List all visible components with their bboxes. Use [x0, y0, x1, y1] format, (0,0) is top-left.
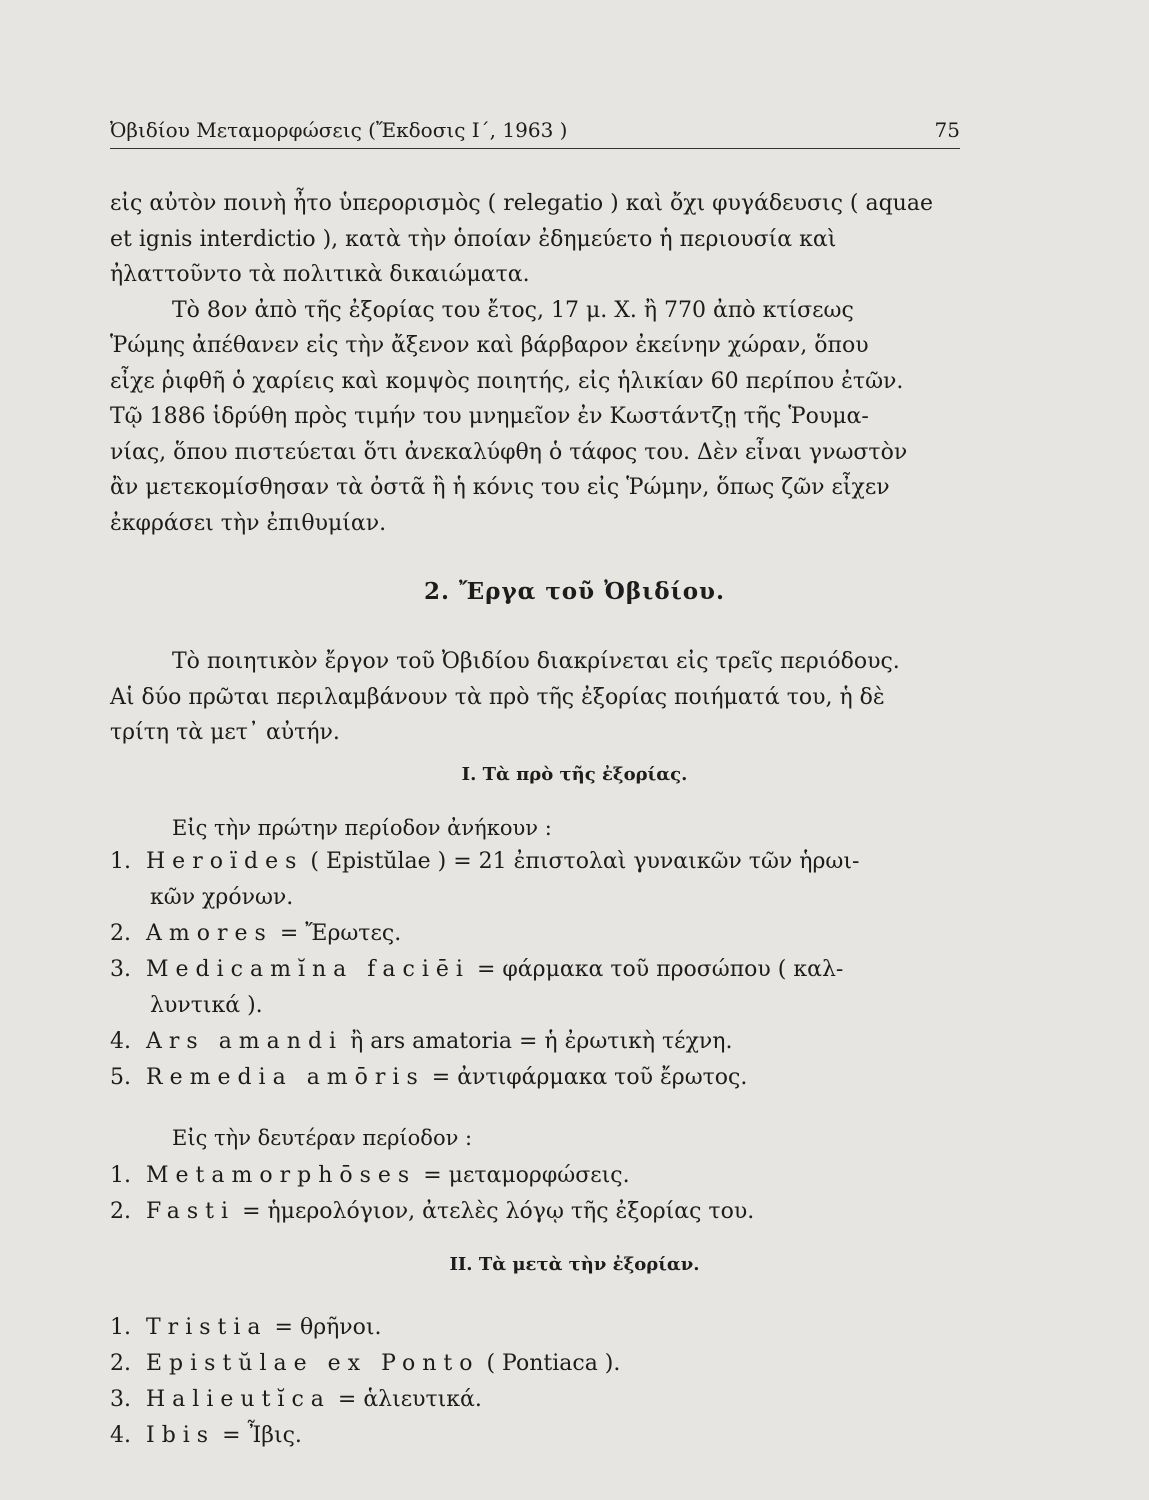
latin-title: Halieutĭca — [146, 1387, 331, 1412]
item-number: 3. — [110, 957, 131, 982]
works-list-1 — [110, 844, 962, 1096]
latin-title: Amores — [146, 921, 273, 946]
item-description: = φάρμακα τοῦ προσώπου ( καλ- — [476, 957, 844, 982]
list-item — [110, 1060, 962, 1096]
text-line: ἠλαττοῦντο τὰ πολιτικὰ δικαιώματα. — [110, 262, 530, 287]
running-header — [110, 118, 960, 149]
item-description: ( Epistŭlae ) = 21 ἐπιστολαὶ γυναικῶν τῶν ἡρωι- — [310, 849, 860, 874]
item-continuation: λυντικά ). — [150, 993, 263, 1018]
latin-title: Medicamĭna faciēi — [146, 957, 470, 982]
text-line: τρίτη τὰ μετ᾽ αὐτήν. — [110, 720, 340, 745]
item-number: 5. — [110, 1065, 131, 1090]
paragraph-3 — [110, 644, 962, 751]
latin-title: Heroïdes — [146, 849, 304, 874]
item-number: 1. — [110, 1315, 131, 1340]
text-line: Τῷ 1886 ἱδρύθη πρὸς τιμήν του μνημεῖον ἐν Κωστάντζῃ τῆς Ῥουμα- — [110, 404, 869, 429]
item-description: = Ἶβις. — [222, 1423, 302, 1448]
latin-title: Fasti — [146, 1199, 236, 1224]
latin-title: Tristia — [146, 1315, 268, 1340]
header-title: Ὀβιδίου Μεταμορφώσεις (Ἔκδοσις Ι΄, 1963 ) — [110, 118, 568, 142]
text-line: εἶχε ῥιφθῆ ὁ χαρίεις καὶ κομψὸς ποιητής, εἰς ἡλικίαν 60 περίπου ἐτῶν. — [110, 368, 904, 394]
list-intro-1: Εἰς τὴν πρώτην περίοδον ἀνήκουν : — [172, 816, 552, 840]
item-number: 3. — [110, 1387, 131, 1412]
text-line: Τὸ 8ον ἀπὸ τῆς ἐξορίας του ἔτος, 17 μ. Χ. ἢ 770 ἀπὸ κτίσεως — [172, 297, 854, 323]
list-item — [110, 1024, 962, 1060]
latin-title: Remedia amōris — [146, 1065, 425, 1090]
item-description: = Ἔρωτες. — [279, 921, 402, 946]
list-intro-2: Εἰς τὴν δευτέραν περίοδον : — [172, 1126, 473, 1150]
item-number: 2. — [110, 1199, 131, 1224]
text-line: Τὸ ποιητικὸν ἔργον τοῦ Ὀβιδίου διακρίνεται εἰς τρεῖς περιόδους. — [172, 649, 900, 674]
item-description: = ἀντιφάρμακα τοῦ ἔρωτος. — [431, 1065, 748, 1090]
page-number: 75 — [934, 118, 960, 142]
item-number: 4. — [110, 1029, 131, 1054]
item-continuation: κῶν χρόνων. — [150, 885, 294, 910]
works-list-3 — [110, 1310, 962, 1454]
latin-title: Ars amandi — [146, 1029, 344, 1054]
text-line: et ignis interdictio ), κατὰ τὴν ὁποίαν ἐδημεύετο ἡ περιουσία καὶ — [110, 226, 837, 252]
text-line: νίας, ὅπου πιστεύεται ὅτι ἀνεκαλύφθη ὁ τάφος του. Δὲν εἶναι γνωστὸν — [110, 439, 908, 465]
subsection-title-2: II. Τὰ μετὰ τὴν ἐξορίαν. — [449, 1254, 700, 1275]
item-number: 1. — [110, 849, 131, 874]
item-description: ἢ ars amatoria = ἡ ἐρωτικὴ τέχνη. — [350, 1029, 733, 1054]
item-number: 4. — [110, 1423, 131, 1448]
text-line: εἰς αὐτὸν ποινὴ ἦτο ὑπερορισμὸς ( relegatio ) καὶ ὄχι φυγάδευσις ( aquae — [110, 191, 933, 216]
list-item — [110, 1194, 962, 1230]
item-number: 1. — [110, 1163, 131, 1188]
item-number: 2. — [110, 921, 131, 946]
list-item — [110, 1382, 962, 1418]
item-description: ( Pontiaca ). — [486, 1351, 621, 1376]
text-line: ἂν μετεκομίσθησαν τὰ ὀστᾶ ἢ ἡ κόνις του εἰς Ῥώμην, ὅπως ζῶν εἶχεν — [110, 475, 890, 500]
text-line: Ῥώμης ἀπέθανεν εἰς τὴν ἄξενον καὶ βάρβαρον ἐκείνην χώραν, ὅπου — [110, 333, 869, 358]
list-item — [110, 1158, 962, 1194]
list-item — [110, 1346, 962, 1382]
section-title: 2. Ἔργα τοῦ Ὀβιδίου. — [423, 578, 726, 605]
item-description: = μεταμορφώσεις. — [423, 1163, 630, 1188]
text-line: ἐκφράσει τὴν ἐπιθυμίαν. — [110, 510, 387, 536]
paragraph-1 — [110, 186, 962, 541]
item-description: = ἡμερολόγιον, ἀτελὲς λόγῳ τῆς ἐξορίας του. — [242, 1199, 755, 1224]
list-item — [110, 1310, 962, 1346]
latin-title: Epistŭlae ex Ponto — [146, 1351, 480, 1376]
list-item — [110, 1418, 962, 1454]
item-description: = ἁλιευτικά. — [337, 1387, 482, 1412]
latin-title: Ibis — [146, 1423, 216, 1448]
item-number: 2. — [110, 1351, 131, 1376]
item-description: = θρῆνοι. — [274, 1315, 382, 1340]
latin-title: Metamorphōses — [146, 1163, 417, 1188]
list-item — [110, 952, 962, 988]
list-item — [110, 916, 962, 952]
subsection-title-1: I. Τὰ πρὸ τῆς ἐξορίας. — [461, 764, 688, 785]
text-line: Αἱ δύο πρῶται περιλαμβάνουν τὰ πρὸ τῆς ἐξορίας ποιήματά του, ἡ δὲ — [110, 684, 885, 710]
list-item — [110, 844, 962, 880]
works-list-2 — [110, 1158, 962, 1230]
